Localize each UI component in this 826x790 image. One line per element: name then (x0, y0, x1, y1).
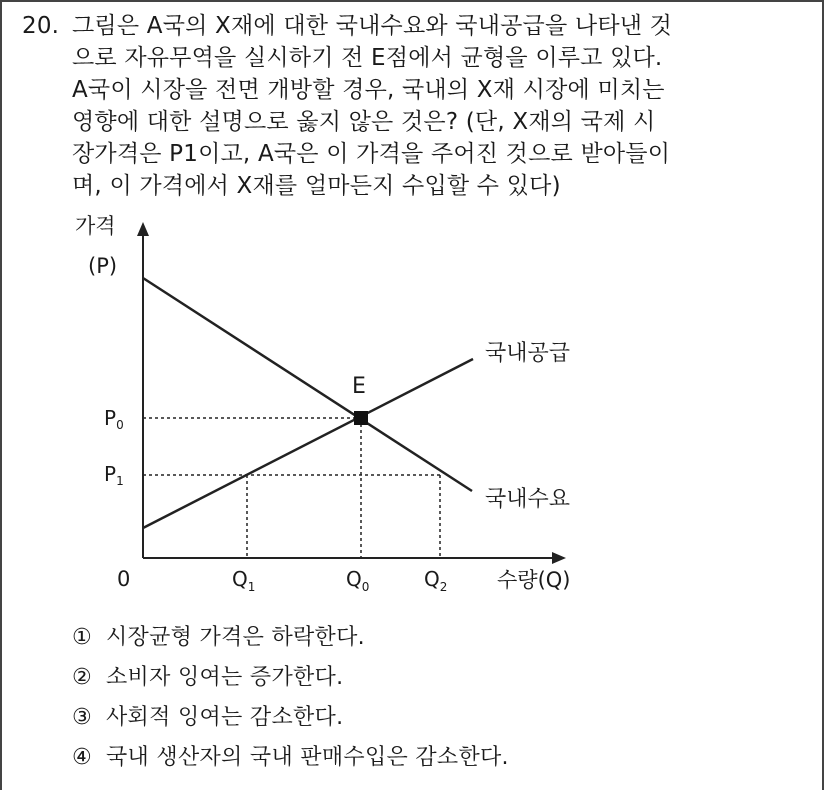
choice-1[interactable] (72, 618, 509, 658)
choice-marker: ② (72, 665, 93, 690)
question-number: 20. (22, 13, 60, 39)
choice-4[interactable] (72, 738, 509, 778)
x-tick-q0: $Q_0$ (346, 567, 370, 594)
choice-text: 시장균형 가격은 하락한다. (106, 625, 365, 650)
choice-text: 소비자 잉여는 증가한다. (106, 665, 344, 690)
choice-text: 국내 생산자의 국내 판매수입은 감소한다. (106, 745, 509, 770)
equilibrium-point (354, 411, 368, 425)
y-tick-p0: $P_0$ (104, 406, 124, 432)
choice-text: 사회적 잉여는 감소한다. (106, 705, 344, 730)
y-axis-label-sub: (P) (88, 254, 118, 278)
question-line-4: 영향에 대한 설명으로 옳지 않은 것은? (단, X재의 국제 시 (72, 109, 656, 135)
choice-marker: ① (72, 625, 93, 650)
y-axis-arrow (137, 222, 149, 236)
x-axis-arrow (552, 552, 566, 564)
choice-3[interactable] (72, 698, 509, 738)
question-line-text: 그림은 A국의 X재에 대한 국내수요와 국내공급을 나타낸 것 (72, 13, 673, 39)
choice-marker: ④ (72, 745, 93, 770)
y-tick-p1: $P_1$ (104, 462, 124, 488)
origin-label: 0 (117, 567, 131, 591)
question-line-3: A국이 시장을 전면 개방할 경우, 국내의 X재 시장에 미치는 (72, 77, 665, 103)
x-tick-q2: $Q_2$ (424, 567, 448, 594)
x-tick-q1: $Q_1$ (232, 567, 256, 594)
choice-marker: ③ (72, 705, 93, 730)
supply-series-label: 국내공급 (485, 341, 571, 366)
demand-series-label: 국내수요 (485, 487, 571, 512)
answer-choices (72, 618, 509, 778)
question-line-2: 으로 자유무역을 실시하기 전 E점에서 균형을 이루고 있다. (72, 45, 663, 71)
choice-2[interactable] (72, 658, 509, 698)
equilibrium-label: E (352, 374, 366, 399)
y-axis-label: 가격 (75, 214, 116, 238)
x-axis-label: 수량(Q) (497, 568, 571, 592)
question-line-6: 며, 이 가격에서 X재를 얼마든지 수입할 수 있다) (72, 173, 561, 199)
question-line-5: 장가격은 P1이고, A국은 이 가격을 주어진 것으로 받아들이 (72, 141, 671, 167)
